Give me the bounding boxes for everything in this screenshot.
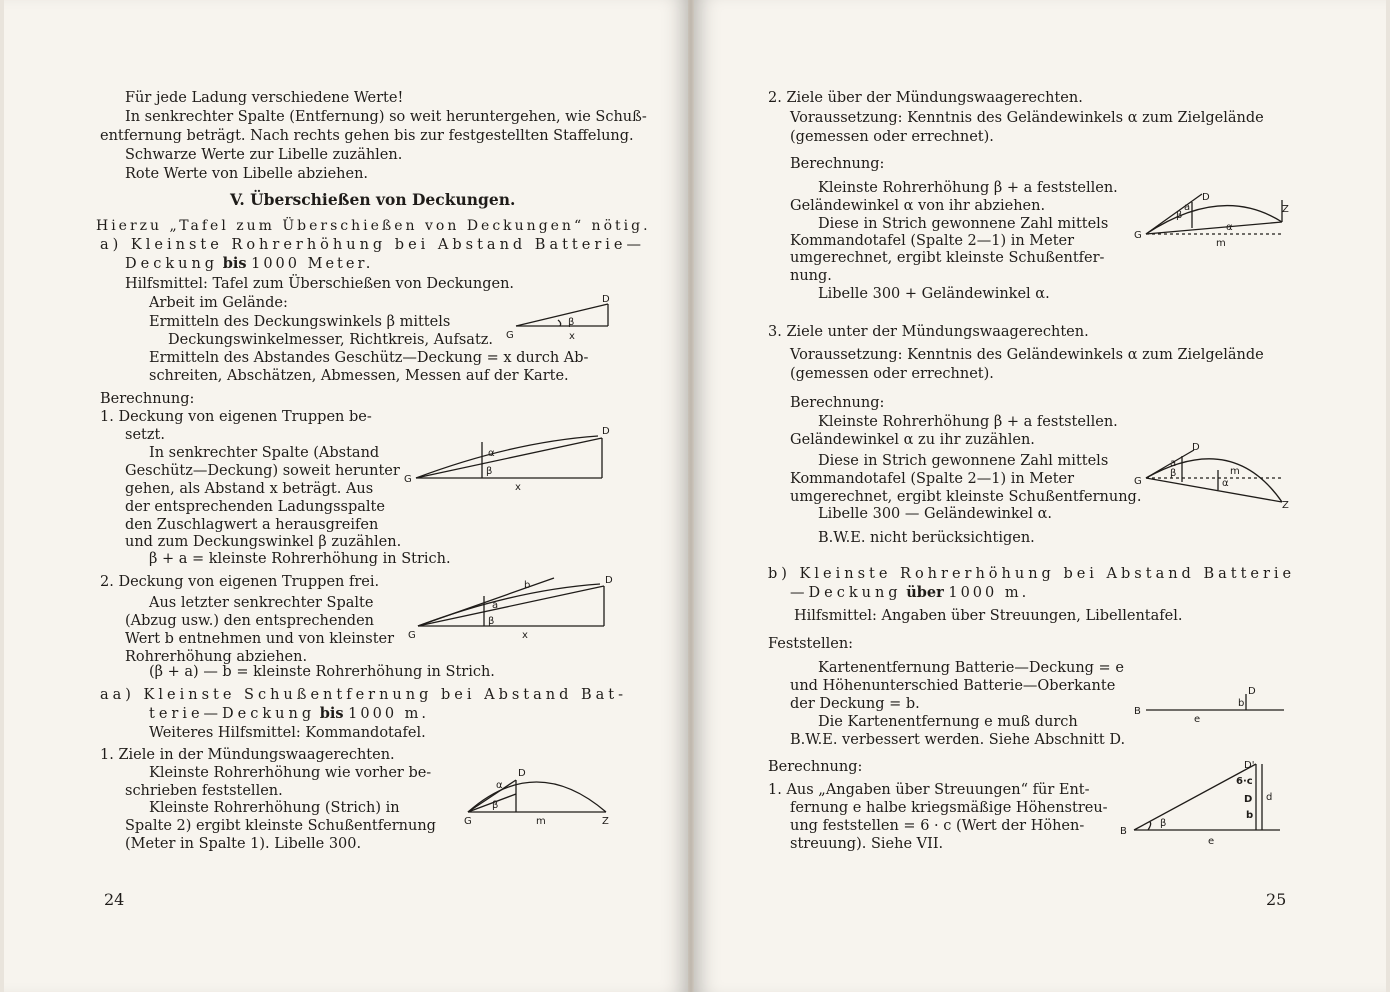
text-line: Diese in Strich gewonnene Zahl mittels (818, 453, 1109, 469)
text-line: (gemessen oder errechnet). (790, 366, 994, 382)
text-line: In senkrechter Spalte (Entfernung) so weit heruntergehen, wie Schuß- (125, 109, 647, 125)
text-line: der entsprechenden Ladungsspalte (125, 499, 385, 515)
label-a: a (1170, 458, 1177, 469)
label-alpha: α (488, 448, 495, 459)
text-line: umgerechnet, ergibt kleinste Schußentfer- (790, 250, 1105, 266)
text-line: Kommandotafel (Spalte 2—1) in Meter (790, 233, 1075, 249)
label-a: a (1184, 202, 1191, 213)
label-d-prime: D' (1244, 760, 1255, 771)
text-line: Libelle 300 + Geländewinkel α. (818, 286, 1050, 302)
text-line: den Zuschlagwert a herausgreifen (125, 517, 379, 533)
feststellen-label: Feststellen: (768, 636, 854, 652)
berechnung-label: Berechnung: (790, 395, 885, 411)
label-alpha: α (496, 780, 503, 791)
label-g: G (506, 330, 514, 341)
text-line: β + a = kleinste Rohrerhöhung in Strich. (149, 551, 451, 567)
label-z: Z (1282, 204, 1289, 215)
label-d-small: d (1266, 792, 1273, 803)
label-d: D (602, 426, 610, 437)
text-line: Diese in Strich gewonnene Zahl mittels (818, 216, 1109, 232)
subsection-a-heading: a) Kleinste Rohrerhöhung bei Abstand Batterie— (100, 237, 645, 253)
text-line: schrieben feststellen. (125, 783, 283, 799)
label-x: x (515, 482, 521, 493)
label-d: D (1248, 686, 1256, 697)
text-line: Voraussetzung: Kenntnis des Geländewinkels α zum Zielgelände (790, 110, 1264, 126)
label-beta: β (486, 466, 493, 477)
text-line: Arbeit im Gelände: (149, 295, 288, 311)
text-line: Weiteres Hilfsmittel: Kommandotafel. (149, 725, 426, 741)
text-line: B.W.E. nicht berücksichtigen. (818, 530, 1035, 546)
text-line: (β + a) — b = kleinste Rohrerhöhung in Strich. (149, 664, 495, 680)
text-line: und Höhenunterschied Batterie—Oberkante (790, 678, 1116, 694)
label-g: G (1134, 476, 1142, 487)
text-line: 2. Ziele über der Mündungswaagerechten. (768, 90, 1083, 106)
text-line: Für jede Ladung verschiedene Werte! (125, 90, 404, 106)
subsection-aa-heading-cont: terie—Deckung bis 1000 m. (149, 705, 430, 722)
text-line: 3. Ziele unter der Mündungswaagerechten. (768, 324, 1089, 340)
text-line: nung. (790, 268, 832, 284)
text-line: B.W.E. verbessert werden. Siehe Abschnitt D. (790, 732, 1126, 748)
text-line: ung feststellen = 6 · c (Wert der Höhen- (790, 818, 1085, 834)
label-b-small: b (1238, 698, 1245, 709)
text-line: Die Kartenentfernung e muß durch (818, 714, 1078, 730)
text-line: (Meter in Spalte 1). Libelle 300. (125, 836, 362, 852)
berechnung-label: Berechnung: (768, 759, 863, 775)
figure-muendungswaagerechte (456, 764, 622, 828)
label-b: b (524, 580, 531, 591)
text-line: Deckungswinkelmesser, Richtkreis, Aufsatz. (168, 332, 494, 348)
text-line: Rote Werte von Libelle abziehen. (125, 166, 369, 182)
label-z: Z (1282, 500, 1289, 511)
text-line: Wert b entnehmen und von kleinster (125, 631, 395, 647)
text-line: Geschütz—Deckung) soweit herunter (125, 463, 400, 479)
label-beta: β (1170, 468, 1177, 479)
figure-ziele-unter (1132, 436, 1294, 512)
figure-hoehenstreuung (1120, 756, 1290, 848)
label-m: m (1230, 466, 1240, 477)
text-line: Kleinste Rohrerhöhung β + a feststellen. (818, 414, 1118, 430)
figure-deckungswinkel (504, 292, 624, 342)
figure-kartenentfernung (1134, 682, 1294, 724)
label-beta: β (568, 317, 575, 328)
label-m: m (1216, 238, 1226, 249)
label-b-small: b (1246, 810, 1254, 821)
label-z: Z (602, 816, 609, 827)
text-line: 1. Deckung von eigenen Truppen be- (100, 409, 372, 425)
subsection-b-heading-cont: —Deckung über 1000 m. (790, 584, 1030, 601)
label-d: D (518, 768, 526, 779)
label-6c: 6·c (1236, 776, 1253, 787)
text-line: Rohrerhöhung abziehen. (125, 649, 308, 665)
label-e: e (1208, 836, 1215, 847)
right-page (694, 0, 1386, 992)
text-line: 2. Deckung von eigenen Truppen frei. (100, 574, 380, 590)
figure-deckung-besetzt (402, 420, 622, 492)
label-d: D (1244, 794, 1253, 805)
text-line: In senkrechter Spalte (Abstand (149, 445, 380, 461)
label-a: a (492, 600, 499, 611)
text-line: schreiten, Abschätzen, Abmessen, Messen auf der Karte. (149, 368, 569, 384)
text-line: Kleinste Rohrerhöhung wie vorher be- (149, 765, 432, 781)
figure-ziele-ueber (1132, 188, 1292, 252)
label-d: D (602, 294, 610, 305)
text-line: Kleinste Rohrerhöhung β + a feststellen. (818, 180, 1118, 196)
label-b: B (1134, 706, 1141, 717)
label-beta: β (488, 616, 495, 627)
text-line: Libelle 300 — Geländewinkel α. (818, 506, 1053, 522)
label-m: m (536, 816, 546, 827)
text-line: Voraussetzung: Kenntnis des Geländewinkels α zum Zielgelände (790, 347, 1264, 363)
text-line: Kleinste Rohrerhöhung (Strich) in (149, 800, 400, 816)
subsection-a-heading-cont: Deckung bis 1000 Meter. (125, 255, 374, 272)
text-line: 1. Ziele in der Mündungswaagerechten. (100, 747, 395, 763)
label-e: e (1194, 714, 1201, 725)
text-line: umgerechnet, ergibt kleinste Schußentfernung. (790, 489, 1142, 505)
page-number: 25 (1266, 890, 1287, 909)
berechnung-label: Berechnung: (100, 391, 195, 407)
section-heading: V. Überschießen von Deckungen. (230, 190, 516, 209)
berechnung-label: Berechnung: (790, 156, 885, 172)
label-beta: β (1160, 818, 1167, 829)
label-b: B (1120, 826, 1127, 837)
text-line: gehen, als Abstand x beträgt. Aus (125, 481, 374, 497)
text-line: Kommandotafel (Spalte 2—1) in Meter (790, 471, 1075, 487)
text-line: Hilfsmittel: Angaben über Streuungen, Libellentafel. (794, 608, 1183, 624)
label-g: G (464, 816, 472, 827)
label-g: G (404, 474, 412, 485)
text-line: Kartenentfernung Batterie—Deckung = e (818, 660, 1124, 676)
text-line: Hilfsmittel: Tafel zum Überschießen von Deckungen. (125, 276, 515, 292)
text-line: entfernung beträgt. Nach rechts gehen bis zur festgestellten Staffelung. (100, 128, 634, 144)
text-line: Ermitteln des Abstandes Geschütz—Deckung = x durch Ab- (149, 350, 589, 366)
text-line: Schwarze Werte zur Libelle zuzählen. (125, 147, 403, 163)
subsection-b-heading: b) Kleinste Rohrerhöhung bei Abstand Batterie (768, 566, 1296, 582)
text-line: fernung e halbe kriegsmäßige Höhenstreu- (790, 800, 1108, 816)
label-g: G (1134, 230, 1142, 241)
label-alpha: α (1226, 222, 1233, 233)
label-beta: β (1176, 210, 1183, 221)
text-line: Ermitteln des Deckungswinkels β mittels (149, 314, 451, 330)
text-line: setzt. (125, 427, 165, 443)
text-line: streuung). Siehe VII. (790, 836, 944, 852)
page-number: 24 (104, 890, 125, 909)
left-page (4, 0, 688, 992)
text-line: Geländewinkel α zu ihr zuzählen. (790, 432, 1035, 448)
text-line: 1. Aus „Angaben über Streuungen“ für Ent- (768, 782, 1090, 798)
text-line: und zum Deckungswinkel β zuzählen. (125, 534, 402, 550)
label-d: D (1192, 442, 1200, 453)
text-line: der Deckung = b. (790, 696, 920, 712)
text-line: Aus letzter senkrechter Spalte (149, 595, 374, 611)
label-x: x (569, 331, 575, 342)
label-x: x (522, 630, 528, 641)
text-line: Geländewinkel α von ihr abziehen. (790, 198, 1046, 214)
label-alpha: α (1222, 478, 1229, 489)
text-line: (gemessen oder errechnet). (790, 129, 994, 145)
figure-deckung-frei (404, 568, 622, 640)
subsection-aa-heading: aa) Kleinste Schußentfernung bei Abstand Bat- (100, 687, 628, 703)
text-line: Hierzu „Tafel zum Überschießen von Deckungen“ nötig. (96, 218, 651, 234)
label-g: G (408, 630, 416, 641)
text-line: Spalte 2) ergibt kleinste Schußentfernung (125, 818, 436, 834)
text-line: (Abzug usw.) den entsprechenden (125, 613, 374, 629)
label-beta: β (492, 800, 499, 811)
label-d: D (605, 575, 613, 586)
label-d: D (1202, 192, 1210, 203)
